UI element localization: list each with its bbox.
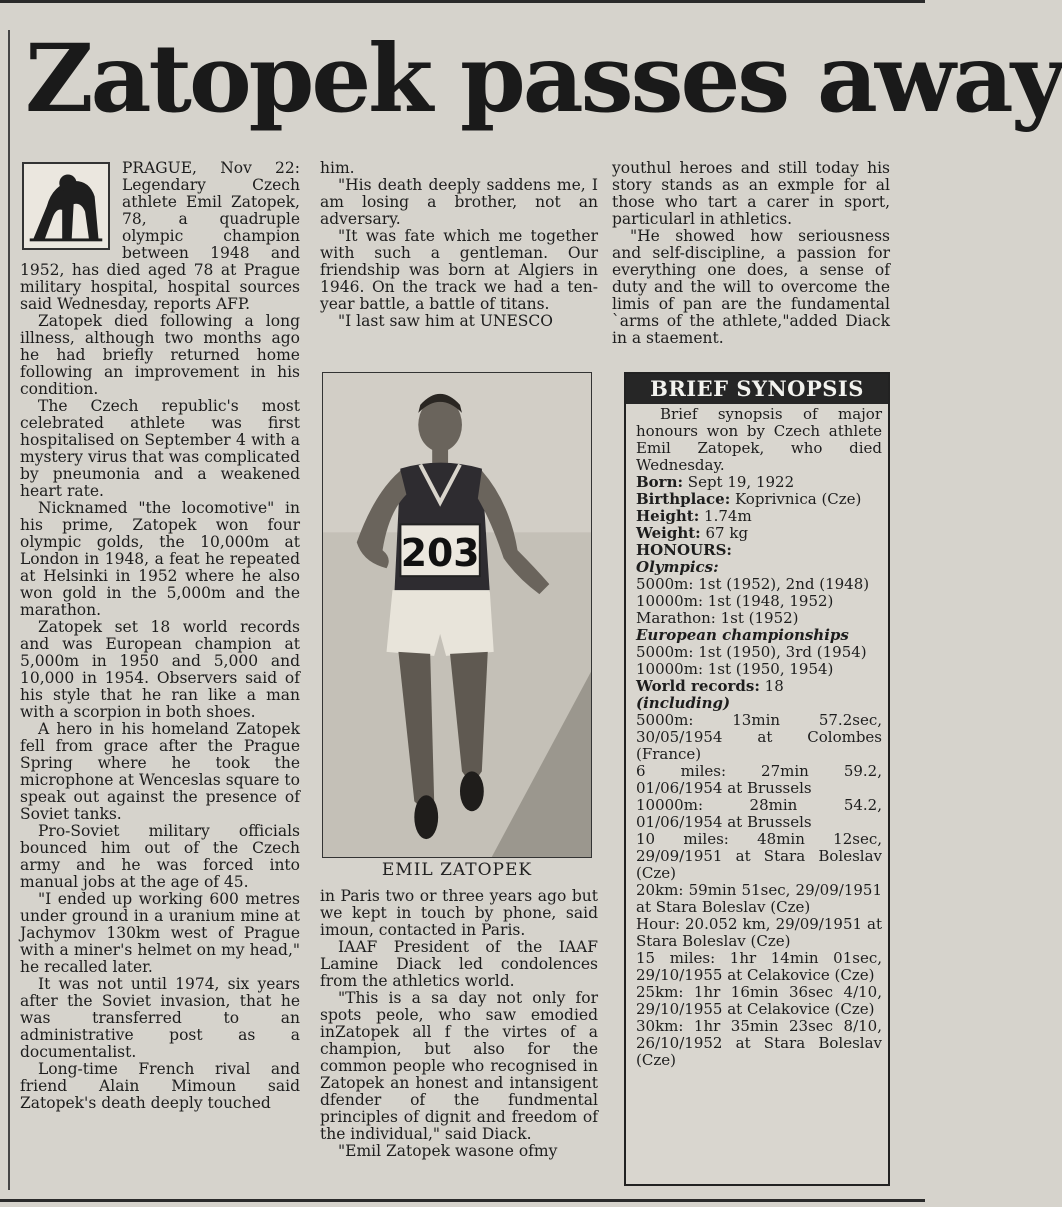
paragraph: Nicknamed "the locomotive" in his prime, Zatopek won four olympic golds, the 10,000m at London in 1948, a feat he repeated at Helsinki in 1952 where he also won gold in the 5,000m and the marathon. <box>20 499 300 619</box>
top-rule <box>0 0 925 3</box>
paragraph: in Paris two or three years ago but we kept in touch by phone, said imoun, contacted in Paris. <box>320 887 598 939</box>
paragraph: "He showed how seriousness and self-discipline, a passion for everything one does, a sense of duty and the will to overcome the limis of pan are the fundamental `arms of the athlete,"added Diack in a staement. <box>612 227 890 347</box>
paragraph: "This is a sa day not only for spots peole, who saw emodied inZatopek all f the virtes of a champion, but also for the common people who recognised in Zatopek an honest and intansigent dfender of the fundmental principles of dignit and freedom of the individual," said Diack. <box>320 989 598 1143</box>
paragraph: "It was fate which me together with such a gentleman. Our friendship was born at Algiers in 1946. On the track we had a ten-year battle, a battle of titans. <box>320 227 598 313</box>
paragraph: Long-time French rival and friend Alain Mimoun said Zatopek's death deeply touched <box>20 1060 300 1112</box>
honour-item: Marathon: 1st (1952) <box>636 609 799 627</box>
paragraph: youthul heroes and still today his story stands as an exmple for al those who tart a carer in sport, particularl in athletics. <box>612 159 890 228</box>
world-records-heading: World records: 18 <box>636 677 784 695</box>
record-item: 10 miles: 48min 12sec, 29/09/1951 at Stara Boleslav (Cze) <box>636 830 882 882</box>
fact-weight: Weight: 67 kg <box>636 524 749 542</box>
athlete-thumbnail <box>22 162 110 250</box>
column-rule <box>8 30 10 1190</box>
photo-caption: EMIL ZATOPEK <box>381 860 533 880</box>
paragraph: Zatopek died following a long illness, although two months ago he had briefly returned home following an improvement in his condition. <box>20 312 300 398</box>
european-heading: European championships <box>636 626 849 644</box>
paragraph: The Czech republic's most celebrated athlete was first hospitalised on September 4 with a mystery virus that was complicated by pneumonia and a weakened heart rate. <box>20 397 300 500</box>
record-item: 6 miles: 27min 59.2, 01/06/1954 at Brussels <box>636 762 882 797</box>
article-column-2-bottom <box>320 888 598 1190</box>
article-column-1 <box>20 160 300 1190</box>
paragraph: "Emil Zatopek wasone ofmy <box>338 1142 558 1160</box>
honour-item: 10000m: 1st (1950, 1954) <box>636 660 834 678</box>
honours-heading: HONOURS: <box>636 541 732 559</box>
record-item: 15 miles: 1hr 14min 01sec, 29/10/1955 at Celakovice (Cze) <box>636 949 882 984</box>
paragraph: It was not until 1974, six years after the Soviet invasion, that he was transferred to an administrative post as a documentalist. <box>20 975 300 1061</box>
record-item: 5000m: 13min 57.2sec, 30/05/1954 at Colombes (France) <box>636 711 882 763</box>
fact-height: Height: 1.74m <box>636 507 752 525</box>
paragraph: Pro-Soviet military officials bounced him out of the Czech army and he was forced into manual jobs at the age of 45. <box>20 822 300 891</box>
headline: Zatopek passes away <box>25 24 1062 134</box>
record-item: Hour: 20.052 km, 29/09/1951 at Stara Boleslav (Cze) <box>636 915 882 950</box>
synopsis-intro: Brief synopsis of major honours won by Czech athlete Emil Zatopek, who died Wednesday. <box>636 405 882 474</box>
olympics-heading: Olympics: <box>636 558 719 576</box>
article-column-2-top <box>320 160 598 366</box>
paragraph: him. <box>320 159 355 177</box>
world-records-sub: (including) <box>636 694 731 712</box>
paragraph: "I ended up working 600 metres under ground in a uranium mine at Jachymov 130km west of Prague with a miner's helmet on my head," he recalled later. <box>20 890 300 976</box>
article-column-3 <box>612 160 890 368</box>
brief-synopsis-box <box>624 372 890 1186</box>
fact-birthplace: Birthplace: Koprivnica (Cze) <box>636 490 862 508</box>
synopsis-body <box>626 404 888 1069</box>
record-item: 10000m: 28min 54.2, 01/06/1954 at Brussels <box>636 796 882 831</box>
paragraph: A hero in his homeland Zatopek fell from grace after the Prague Spring where he took the microphone at Wenceslas square to speak out against the presence of Soviet tanks. <box>20 720 300 823</box>
record-item: 30km: 1hr 35min 23sec 8/10, 26/10/1952 at Stara Boleslav (Cze) <box>636 1017 882 1069</box>
paragraph: "I last saw him at UNESCO <box>338 312 553 330</box>
fact-born: Born: Sept 19, 1922 <box>636 473 795 491</box>
race-bib-number: 203 <box>400 531 480 576</box>
record-item: 20km: 59min 51sec, 29/09/1951 at Stara Boleslav (Cze) <box>636 881 882 916</box>
paragraph: IAAF President of the IAAF Lamine Diack led condolences from the athletics world. <box>320 938 598 990</box>
paragraph: PRAGUE, Nov 22: Legendary Czech athlete Emil Zatopek, 78, a quadruple olympic champion between 1948 and 1952, has died aged 78 at Prague military hospital, hospital sources said Wednesday, reports AFP. <box>20 159 300 313</box>
honour-item: 5000m: 1st (1952), 2nd (1948) <box>636 575 870 593</box>
paragraph: Zatopek set 18 world records and was European champion at 5,000m in 1950 and 5,000 and 10,000 in 1954. Observers said of his style that he ran like a man with a scorpion in both shoes. <box>20 618 300 721</box>
synopsis-title: BRIEF SYNOPSIS <box>626 374 888 404</box>
bottom-rule <box>0 1199 925 1202</box>
record-item: 25km: 1hr 16min 36sec 4/10, 29/10/1955 at Celakovice (Cze) <box>636 983 882 1018</box>
honour-item: 10000m: 1st (1948, 1952) <box>636 592 834 610</box>
honour-item: 5000m: 1st (1950), 3rd (1954) <box>636 643 867 661</box>
athlete-photo <box>322 372 592 858</box>
paragraph: "His death deeply saddens me, I am losing a brother, not an adversary. <box>320 176 598 228</box>
